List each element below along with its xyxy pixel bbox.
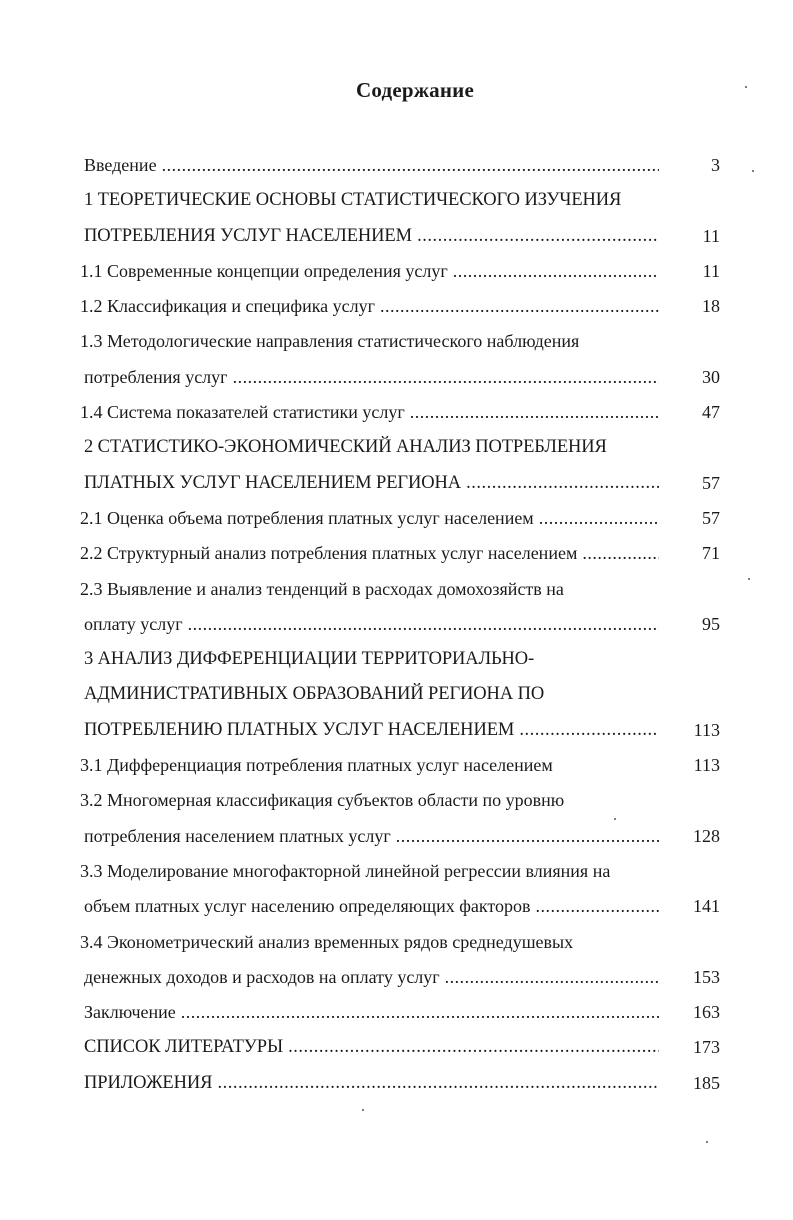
toc-entry — [80, 507, 659, 529]
toc-entry — [84, 189, 659, 211]
toc-entry — [84, 1036, 659, 1058]
toc-entry-text: 1.4 Система показателей статистики услуг — [80, 402, 405, 423]
toc-page-number: 185 — [693, 1072, 720, 1093]
page-title: Содержание — [356, 78, 474, 102]
scan-speck — [745, 86, 747, 88]
toc-row — [0, 324, 793, 359]
toc-entry — [80, 330, 659, 352]
toc-entry-text: Введение — [84, 155, 157, 175]
toc-entry-text: 2.2 Структурный анализ потребления платных услуг населением — [80, 543, 578, 564]
toc-entry-text: ПЛАТНЫХ УСЛУГ НАСЕЛЕНИЕМ РЕГИОНА — [84, 472, 462, 493]
toc-page-number: 57 — [702, 472, 720, 493]
toc-entry-text: 3.3 Моделирование многофакторной линейной регрессии влияния на — [80, 860, 611, 881]
toc-entry — [80, 401, 659, 423]
toc-entry — [84, 825, 659, 847]
toc-page-number: 47 — [702, 402, 720, 423]
toc-page-number: 173 — [693, 1037, 720, 1058]
toc-entry — [84, 225, 659, 247]
toc-leader-dots — [391, 826, 659, 846]
toc-leader-dots — [228, 367, 659, 387]
toc-entry-text: 1.3 Методологические направления статистического наблюдения — [80, 331, 580, 352]
toc-row — [0, 466, 793, 501]
toc-row — [0, 713, 793, 748]
toc-leader-dots — [577, 543, 659, 563]
toc-entry — [84, 1001, 659, 1023]
scan-speck — [362, 1109, 364, 1111]
table-of-contents — [0, 148, 793, 1101]
toc-row — [0, 642, 793, 677]
toc-row — [0, 925, 793, 960]
toc-row — [0, 607, 793, 642]
toc-entry — [84, 436, 659, 458]
scan-speck — [614, 818, 616, 820]
toc-row — [0, 289, 793, 324]
toc-row — [0, 995, 793, 1030]
scan-speck — [706, 1141, 708, 1143]
toc-entry-text: ПОТРЕБЛЕНИЯ УСЛУГ НАСЕЛЕНИЕМ — [84, 225, 412, 246]
toc-entry — [84, 154, 659, 176]
toc-leader-dots — [157, 155, 659, 175]
toc-row — [0, 219, 793, 254]
toc-entry — [84, 719, 659, 741]
toc-entry-text: 3 АНАЛИЗ ДИФФЕРЕНЦИАЦИИ ТЕРРИТОРИАЛЬНО- — [84, 649, 535, 670]
toc-row — [0, 960, 793, 995]
toc-row — [0, 254, 793, 289]
toc-entry-text: 2.1 Оценка объема потребления платных услуг населением — [80, 507, 534, 528]
toc-page-number: 71 — [702, 543, 720, 564]
toc-row — [0, 183, 793, 218]
toc-entry — [84, 1072, 659, 1094]
toc-entry — [84, 683, 659, 705]
toc-row — [0, 854, 793, 889]
toc-row — [0, 430, 793, 465]
toc-entry — [80, 860, 659, 882]
toc-entry-text: 1.2 Классификация и специфика услуг — [80, 296, 376, 317]
toc-page-number: 153 — [693, 966, 720, 987]
toc-entry-text: 2 СТАТИСТИКО-ЭКОНОМИЧЕСКИЙ АНАЛИЗ ПОТРЕБЛЕНИЯ — [84, 437, 607, 458]
toc-entry-text: Заключение — [84, 1002, 176, 1023]
toc-entry-text: 1.1 Современные концепции определения услуг — [80, 260, 448, 281]
toc-row — [0, 889, 793, 924]
toc-page-number: 128 — [693, 825, 720, 846]
toc-entry-text: 1 ТЕОРЕТИЧЕСКИЕ ОСНОВЫ СТАТИСТИЧЕСКОГО ИЗУЧЕНИЯ — [84, 190, 622, 211]
toc-entry-text: 3.1 Дифференциация потребления платных услуг населением — [80, 755, 553, 776]
toc-leader-dots — [531, 896, 659, 916]
toc-entry — [80, 260, 659, 282]
toc-leader-dots — [534, 508, 659, 528]
toc-row — [0, 677, 793, 712]
toc-entry-text: АДМИНИСТРАТИВНЫХ ОБРАЗОВАНИЙ РЕГИОНА ПО — [84, 684, 545, 705]
toc-entry-text: 3.4 Эконометрический анализ временных рядов среднедушевых — [80, 931, 574, 952]
toc-page-number: 30 — [702, 366, 720, 387]
toc-leader-dots — [212, 1073, 659, 1093]
toc-entry-text: 2.3 Выявление и анализ тенденций в расходах домохозяйств на — [80, 578, 564, 599]
toc-entry — [80, 789, 659, 811]
toc-page-number: 11 — [702, 260, 720, 281]
toc-row — [0, 1066, 793, 1101]
toc-page-number: 113 — [693, 719, 720, 740]
toc-row — [0, 148, 793, 183]
toc-row — [0, 819, 793, 854]
toc-row — [0, 783, 793, 818]
toc-leader-dots — [412, 226, 659, 246]
toc-entry — [80, 754, 659, 776]
toc-entry — [80, 542, 659, 564]
toc-page-number: 163 — [693, 1002, 720, 1023]
toc-page-number: 3 — [711, 155, 720, 175]
toc-page-number: 95 — [702, 613, 720, 634]
toc-page-number: 11 — [702, 225, 720, 246]
toc-entry — [84, 366, 659, 388]
toc-entry — [80, 931, 659, 953]
scan-speck — [748, 578, 750, 580]
toc-entry — [84, 648, 659, 670]
toc-row — [0, 572, 793, 607]
toc-entry — [84, 613, 659, 635]
toc-entry-text: объем платных услуг населению определяющих факторов — [84, 896, 531, 917]
toc-page-number: 113 — [693, 755, 720, 776]
toc-entry-text: потребления услуг — [84, 366, 228, 387]
toc-leader-dots — [283, 1037, 659, 1057]
toc-leader-dots — [176, 1002, 659, 1022]
toc-entry-text: 3.2 Многомерная классификация субъектов области по уровню — [80, 790, 565, 811]
toc-entry — [80, 578, 659, 600]
toc-page-number: 141 — [693, 896, 720, 917]
toc-entry — [80, 295, 659, 317]
toc-entry-text: потребления населением платных услуг — [84, 825, 391, 846]
toc-row — [0, 748, 793, 783]
toc-leader-dots — [461, 473, 659, 493]
toc-row — [0, 1030, 793, 1065]
toc-entry — [84, 472, 659, 494]
toc-row — [0, 395, 793, 430]
toc-leader-dots — [183, 614, 659, 634]
toc-leader-dots — [375, 296, 659, 316]
toc-entry-text: СПИСОК ЛИТЕРАТУРЫ — [84, 1037, 284, 1058]
toc-page-number: 57 — [702, 507, 720, 528]
toc-entry — [84, 895, 659, 917]
toc-leader-dots — [514, 720, 659, 740]
scan-speck — [752, 170, 754, 172]
toc-entry — [84, 966, 659, 988]
toc-leader-dots — [405, 402, 659, 422]
toc-entry-text: ПРИЛОЖЕНИЯ — [84, 1072, 213, 1093]
toc-leader-dots — [448, 261, 659, 281]
toc-leader-dots — [440, 967, 659, 987]
toc-entry-text: ПОТРЕБЛЕНИЮ ПЛАТНЫХ УСЛУГ НАСЕЛЕНИЕМ — [84, 719, 515, 740]
toc-row — [0, 536, 793, 571]
toc-entry-text: денежных доходов и расходов на оплату услуг — [84, 966, 440, 987]
toc-page-number: 18 — [702, 296, 720, 317]
toc-row — [0, 501, 793, 536]
toc-entry-text: оплату услуг — [84, 613, 183, 634]
toc-row — [0, 360, 793, 395]
